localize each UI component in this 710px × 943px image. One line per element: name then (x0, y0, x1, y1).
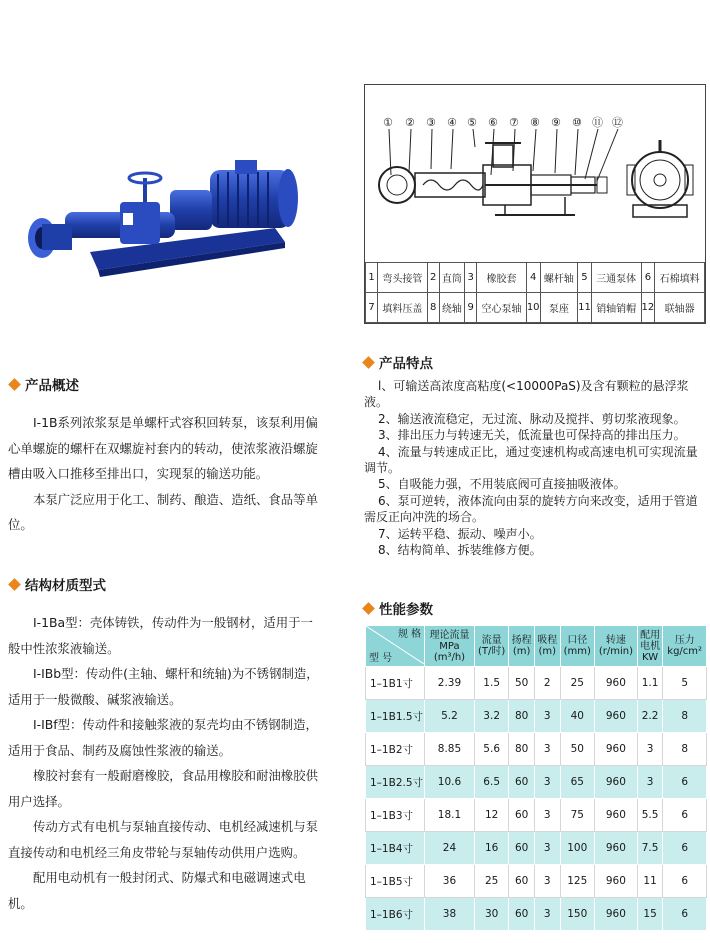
spec-cell-model: 1–1B6寸 (366, 898, 425, 931)
part-number: 4 (526, 263, 540, 293)
corner-header-top: 规 格 (397, 629, 421, 640)
spec-cell-suction: 3 (534, 766, 560, 799)
spec-cell-suction: 3 (534, 865, 560, 898)
spec-cell-bore: 100 (560, 832, 594, 865)
overview-paragraph: I-1B系列浓浆泵是单螺杆式容积回转泵，该泵利用偏心单螺旋的螺杆在双螺旋衬套内的转动，使浓浆液沿螺旋槽由吸入口推移至排出口，实现泵的输送功能。 (8, 415, 318, 481)
feature-item: 5、自吸能力强，不用装底阀可直接抽吸液体。 (378, 477, 626, 492)
structure-paragraph: 橡胶衬套有一般耐磨橡胶，食品用橡胶和耐油橡胶供用户选择。 (8, 768, 318, 809)
spec-cell-flow-m3: 24 (425, 832, 475, 865)
spec-cell-model: 1–1B5寸 (366, 865, 425, 898)
spec-cell-model: 1–1B2寸 (366, 733, 425, 766)
spec-cell-model: 1–1B1寸 (366, 667, 425, 700)
spec-cell-model: 1–1B1.5寸 (366, 700, 425, 733)
spec-cell-pressure: 8 (663, 700, 707, 733)
header-flow-t (474, 626, 508, 667)
header-head-unit: (m) (512, 646, 531, 657)
spec-cell-pressure: 6 (663, 865, 707, 898)
spec-cell-pressure: 6 (663, 799, 707, 832)
spec-cell-pressure: 5 (663, 667, 707, 700)
spec-cell-motor: 7.5 (637, 832, 663, 865)
callout-6: ⑥ (488, 116, 498, 129)
spec-cell-head: 80 (509, 733, 535, 766)
structure-heading (8, 574, 106, 594)
parts-table (365, 262, 705, 323)
spec-cell-motor: 2.2 (637, 700, 663, 733)
spec-cell-flow-m3: 10.6 (425, 766, 475, 799)
header-pressure-label: 压力 (674, 635, 695, 646)
spec-cell-flow-t: 16 (474, 832, 508, 865)
structure-body (8, 610, 320, 916)
callout-11: ⑪ (592, 116, 603, 129)
header-speed (595, 626, 638, 667)
spec-cell-flow-m3: 5.2 (425, 700, 475, 733)
part-name: 绕轴 (439, 293, 464, 323)
structure-title: 结构材质型式 (25, 578, 106, 594)
feature-item: 2、输送液流稳定，无过流、脉动及搅拌、剪切浆液现象。 (378, 411, 686, 426)
part-name: 螺杆轴 (540, 263, 578, 293)
part-name: 联轴器 (655, 293, 705, 323)
spec-cell-flow-m3: 38 (425, 898, 475, 931)
spec-cell-speed: 960 (595, 898, 638, 931)
part-name: 弯头接管 (378, 263, 428, 293)
spec-cell-bore: 40 (560, 700, 594, 733)
spec-cell-suction: 3 (534, 799, 560, 832)
spec-cell-flow-t: 30 (474, 898, 508, 931)
spec-cell-flow-t: 12 (474, 799, 508, 832)
callout-7: ⑦ (509, 116, 519, 129)
spec-cell-suction: 3 (534, 898, 560, 931)
spec-cell-speed: 960 (595, 832, 638, 865)
part-number: 1 (366, 263, 378, 293)
spec-cell-head: 60 (509, 766, 535, 799)
part-number: 7 (366, 293, 378, 323)
spec-row (366, 766, 707, 799)
spec-cell-pressure: 6 (663, 766, 707, 799)
spec-cell-bore: 25 (560, 667, 594, 700)
spec-cell-model: 1–1B4寸 (366, 832, 425, 865)
spec-cell-bore: 150 (560, 898, 594, 931)
diamond-bullet-icon (8, 578, 21, 591)
callout-2: ② (405, 116, 415, 129)
structure-paragraph: I-IBf型：传动件和接触浆液的泵壳均由不锈钢制造，适用于食品、制药及腐蚀性浆液的输送。 (8, 717, 318, 758)
spec-cell-flow-t: 6.5 (474, 766, 508, 799)
diamond-bullet-icon (362, 356, 375, 369)
spec-cell-speed: 960 (595, 799, 638, 832)
spec-cell-bore: 75 (560, 799, 594, 832)
callout-12: ⑫ (612, 116, 623, 129)
header-bore (560, 626, 594, 667)
part-name: 空心泵轴 (477, 293, 527, 323)
part-number: 11 (578, 293, 592, 323)
feature-item: 4、流量与转速成正比，通过变速机构或高速电机可实现流量调节。 (364, 444, 698, 476)
header-head (509, 626, 535, 667)
spec-cell-model: 1–1B3寸 (366, 799, 425, 832)
spec-cell-pressure: 6 (663, 898, 707, 931)
part-name: 销轴销帽 (591, 293, 641, 323)
callout-8: ⑧ (530, 116, 540, 129)
spec-cell-flow-t: 5.6 (474, 733, 508, 766)
spec-cell-flow-t: 3.2 (474, 700, 508, 733)
header-speed-label: 转速 (605, 635, 626, 646)
spec-cell-head: 60 (509, 865, 535, 898)
spec-cell-motor: 3 (637, 766, 663, 799)
structure-paragraph: 传动方式有电机与泵轴直接传动、电机经减速机与泵直接传动和电机经三角皮带轮与泵轴传动供用户选购。 (8, 819, 318, 860)
spec-cell-suction: 3 (534, 832, 560, 865)
part-number: 9 (465, 293, 477, 323)
header-flow-m3-label: 理论流量 (429, 629, 470, 641)
callout-10: ⑩ (572, 116, 582, 129)
overview-heading (8, 374, 79, 394)
diamond-bullet-icon (8, 378, 21, 391)
spec-cell-bore: 65 (560, 766, 594, 799)
part-number: 6 (641, 263, 655, 293)
corner-header (366, 626, 425, 667)
spec-cell-suction: 2 (534, 667, 560, 700)
part-name: 填料压盖 (378, 293, 428, 323)
header-head-label: 扬程 (511, 635, 532, 646)
spec-row (366, 733, 707, 766)
spec-cell-suction: 3 (534, 700, 560, 733)
spec-row (366, 832, 707, 865)
header-pressure-unit: kg/cm² (667, 646, 703, 657)
part-number: 3 (465, 263, 477, 293)
spec-cell-model: 1–1B2.5寸 (366, 766, 425, 799)
header-flow-t-label: 流量 (481, 635, 502, 646)
structure-paragraph: I-1Ba型：壳体铸铁，传动件为一般钢材，适用于一般中性浓浆液输送。 (8, 615, 313, 656)
spec-cell-motor: 1.1 (637, 667, 663, 700)
callout-5: ⑤ (467, 116, 477, 129)
header-pressure (663, 626, 707, 667)
header-motor-label1: 配用 (640, 629, 661, 641)
spec-table (365, 625, 707, 931)
part-number: 10 (526, 293, 540, 323)
feature-item: 8、结构简单、拆装维修方便。 (378, 543, 542, 558)
header-suction (534, 626, 560, 667)
spec-cell-speed: 960 (595, 766, 638, 799)
spec-cell-speed: 960 (595, 667, 638, 700)
header-flow-m3-unit1: MPa (439, 640, 460, 652)
spec-cell-pressure: 8 (663, 733, 707, 766)
feature-item: 3、排出压力与转速无关，低流量也可保持高的排出压力。 (378, 428, 686, 443)
spec-cell-flow-t: 25 (474, 865, 508, 898)
spec-cell-bore: 50 (560, 733, 594, 766)
callout-9: ⑨ (551, 116, 561, 129)
header-bore-label: 口径 (567, 635, 588, 646)
header-suction-label: 吸程 (537, 635, 558, 646)
structure-paragraph: I-IBb型：传动件(主轴、螺杆和统轴)为不锈钢制造，适用于一般微酸、碱浆液输送。 (8, 666, 319, 707)
callout-3: ③ (426, 116, 436, 129)
feature-item: l、可输送高浓度高粘度(<10000PaS)及含有颗粒的悬浮浆液。 (364, 379, 689, 410)
part-name: 直筒 (439, 263, 464, 293)
spec-cell-speed: 960 (595, 733, 638, 766)
spec-cell-motor: 5.5 (637, 799, 663, 832)
part-number: 8 (427, 293, 439, 323)
spec-cell-head: 60 (509, 898, 535, 931)
spec-row (366, 700, 707, 733)
spec-cell-flow-m3: 36 (425, 865, 475, 898)
pump-product-image (20, 130, 320, 290)
spec-cell-head: 60 (509, 832, 535, 865)
spec-cell-motor: 11 (637, 865, 663, 898)
features-list (364, 378, 704, 558)
header-flow-m3 (425, 626, 475, 667)
spec-cell-flow-m3: 18.1 (425, 799, 475, 832)
spec-cell-flow-t: 1.5 (474, 667, 508, 700)
overview-body (8, 410, 320, 538)
header-flow-t-unit: (T/时) (478, 646, 506, 657)
structure-diagram (364, 84, 706, 324)
header-bore-unit: (mm) (563, 646, 591, 657)
part-number: 5 (578, 263, 592, 293)
spec-cell-pressure: 6 (663, 832, 707, 865)
spec-cell-head: 50 (509, 667, 535, 700)
feature-item: 6、泵可逆转，液体流向由泵的旋转方向来改变，适用于管道需反正向冲洗的场合。 (364, 493, 698, 525)
part-name: 三通泵体 (591, 263, 641, 293)
part-name: 泵座 (540, 293, 578, 323)
specs-heading (362, 598, 433, 618)
header-motor-label2: 电机 (640, 640, 661, 652)
parts-row (366, 263, 705, 293)
header-speed-unit: (r/min) (598, 646, 633, 657)
spec-cell-speed: 960 (595, 865, 638, 898)
spec-cell-head: 80 (509, 700, 535, 733)
spec-cell-motor: 3 (637, 733, 663, 766)
spec-header-row (366, 626, 707, 667)
part-number: 2 (427, 263, 439, 293)
spec-cell-motor: 15 (637, 898, 663, 931)
callout-1: ① (383, 116, 393, 129)
spec-cell-flow-m3: 8.85 (425, 733, 475, 766)
parts-row (366, 293, 705, 323)
features-title: 产品特点 (379, 356, 433, 372)
header-flow-m3-unit2: (m³/h) (433, 651, 466, 663)
header-suction-unit: (m) (538, 646, 557, 657)
spec-cell-speed: 960 (595, 700, 638, 733)
spec-row (366, 865, 707, 898)
diamond-bullet-icon (362, 602, 375, 615)
overview-title: 产品概述 (25, 378, 79, 394)
header-motor-unit: KW (642, 651, 659, 663)
spec-cell-flow-m3: 2.39 (425, 667, 475, 700)
callout-4: ④ (447, 116, 457, 129)
spec-row (366, 898, 707, 931)
part-name: 石棉填料 (655, 263, 705, 293)
specs-title: 性能参数 (379, 602, 433, 618)
spec-cell-head: 60 (509, 799, 535, 832)
spec-cell-bore: 125 (560, 865, 594, 898)
spec-row (366, 799, 707, 832)
part-name: 橡胶套 (477, 263, 527, 293)
feature-item: 7、运转平稳、振动、噪声小。 (378, 526, 542, 541)
corner-header-bottom: 型 号 (369, 653, 393, 664)
features-heading (362, 352, 433, 372)
overview-paragraph: 本泵广泛应用于化工、制药、酿造、造纸、食品等单位。 (8, 491, 318, 532)
header-motor (637, 626, 663, 667)
part-number: 12 (641, 293, 655, 323)
structure-paragraph: 配用电动机有一般封闭式、防爆式和电磁调速式电机。 (8, 870, 306, 911)
spec-cell-suction: 3 (534, 733, 560, 766)
spec-row (366, 667, 707, 700)
